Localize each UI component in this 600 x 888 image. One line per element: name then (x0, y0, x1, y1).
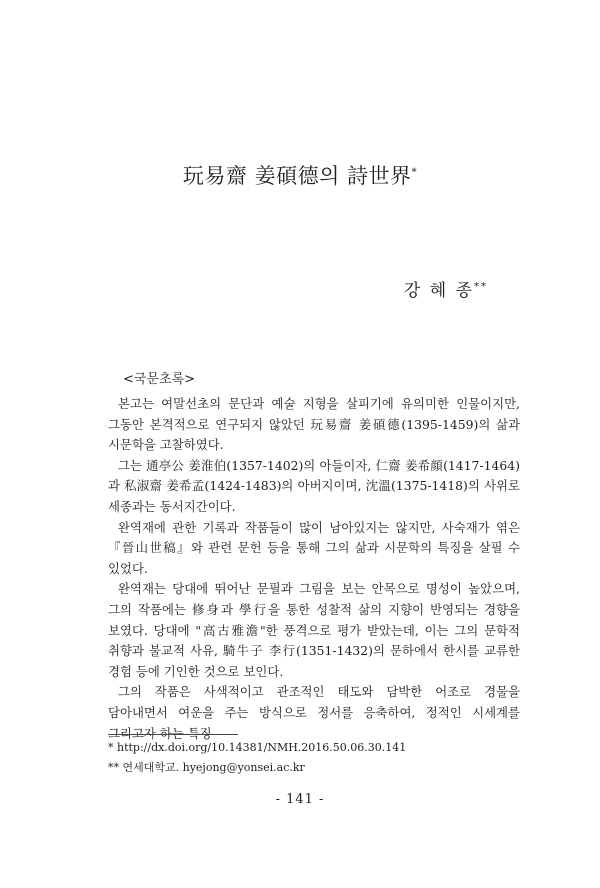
footnote-divider (108, 734, 238, 735)
abstract-paragraph-3: 완역재에 관한 기록과 작품들이 많이 남아있지는 않지만, 사숙재가 엮은 『晉山世稿』와 관련 문헌 등을 통해 그의 삶과 시문학의 특징을 살필 수 있었다. (108, 519, 520, 576)
abstract-paragraph-4: 완역재는 당대에 뛰어난 문필과 그림을 보는 안목으로 명성이 높았으며, 그의 작품에는 修身과 學行을 통한 성찰적 삶의 지향이 반영되는 경향을 보였다. 당대에 "高古雅澹"한 풍격으로 평가 받았는데, 이는 그의 문학적 취향과 불교적 사유, 騎牛子 李行(1351-1432)의 문하에서 한시를 교류한 경험 등에 기인한 것으로 보인다. (108, 581, 520, 679)
author-name (404, 276, 488, 301)
paper-title (0, 160, 600, 190)
footnote-affiliation: ** 연세대학교. hyejong@yonsei.ac.kr (108, 761, 305, 774)
abstract-paragraph-1: 본고는 여말선초의 문단과 예술 지형을 살피기에 유의미한 인물이지만, 그동안 본격적으로 연구되지 않았던 玩易齋 姜碩德(1395-1459)의 삶과 시문학을 고찰하였다. (108, 396, 520, 453)
abstract-paragraph-5: 그의 작품은 사색적이고 관조적인 태도와 담박한 어조로 경물을 담아내면서 여운을 주는 방식으로 정서를 응축하여, 정적인 시세계를 그리고자 하는 특징 (108, 684, 520, 741)
abstract-label: <국문초록> (123, 372, 196, 387)
abstract-body (108, 394, 520, 744)
author-name-text: 강 혜 종 (403, 281, 474, 301)
abstract-paragraph-2: 그는 通亭公 姜淮伯(1357-1402)의 아들이자, 仁齋 姜希顔(1417-1464)과 私淑齋 姜希孟(1424-1483)의 아버지이며, 沈溫(1375-1418)의 사위로 세종과는 동서지간이다. (108, 457, 520, 514)
footnotes (108, 738, 520, 778)
title-footnote-marker: * (411, 167, 418, 178)
paper-title-text: 玩易齋 姜碩德의 詩世界 (182, 164, 412, 188)
author-footnote-marker: ** (474, 281, 488, 293)
page-number: - 141 - (275, 792, 325, 807)
footnote-doi: * http://dx.doi.org/10.14381/NMH.2016.50.06.30.141 (108, 741, 407, 754)
